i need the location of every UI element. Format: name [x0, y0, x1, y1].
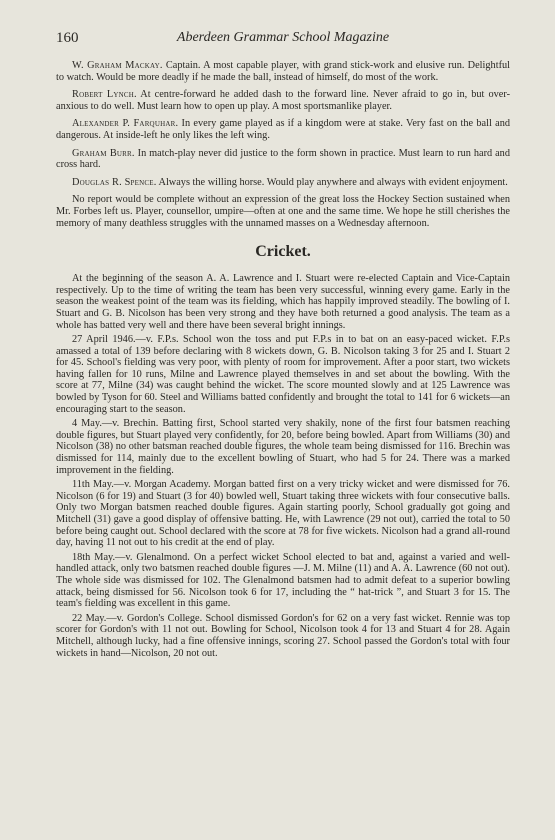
hockey-player-notes — [56, 60, 510, 229]
player-note — [56, 60, 510, 83]
player-note — [56, 177, 510, 189]
player-name: Alexander P. Farquhar. — [72, 118, 179, 130]
player-description: In every game played as if a kingdom were at stake. Very fast on the ball and dangerous. At inside-left he only likes the left wing. — [56, 118, 510, 141]
player-description: Always the willing horse. Would play anywhere and always with evident enjoyment. — [156, 176, 508, 188]
match-report: 4 May.—v. Brechin. Batting first, School started very shakily, none of the first four batsmen reaching double figures, but Stuart played very confidently, for 20, before being bowled. Apart from Williams (30) and Nicolson (38) no other batsman reached double figures, the whole team being dismissed for 116. Brechin was dismissed for 114, mainly due to the excellent bowling of Stuart, who had 5 for 24. There was a marked improvement in the fielding. — [56, 418, 510, 476]
player-description: Captain. A most capable player, with grand stick-work and elusive run. Delightful to watch. Would be more deadly if he made the ball, instead of himself, do most of the work. — [56, 60, 511, 83]
player-note — [56, 118, 510, 141]
page-header — [56, 30, 510, 52]
player-name: W. Graham Mackay. — [72, 60, 163, 71]
running-title: Aberdeen Grammar School Magazine — [176, 30, 390, 45]
player-description: In match-play never did justice to the form shown in practice. Must learn to run hard and cross hard. — [56, 147, 510, 171]
player-note — [56, 89, 510, 112]
player-name: Douglas R. Spence. — [72, 176, 157, 188]
hockey-closing-paragraph: No report would be complete without an expression of the great loss the Hockey Section sustained when Mr. Forbes left us. Player, counsellor, umpire—often at one and the same time. We hope he still cherishes the memory of many deathless struggles with the unnamed masses on a Wednesday afternoon. — [56, 194, 510, 229]
player-name: Robert Lynch. — [72, 89, 137, 101]
match-report: 22 May.—v. Gordon's College. School dismissed Gordon's for 62 on a very fast wicket. Rennie was top scorer for Gordon's with 11 not out. Bowling for School, Nicolson took 4 for 13 and Stuart 4 for 28. Again Mitchell, although lucky, had a fine offensive innings, scoring 27. School passed the Gordon's total with four wickets in hand—Nicolson, 20 not out. — [56, 612, 510, 659]
cricket-report — [56, 273, 510, 659]
player-note — [56, 148, 510, 171]
match-report: 18th May.—v. Glenalmond. On a perfect wicket School elected to bat and, against a varied and well-handled attack, only two batsmen reached double figures —J. M. Milne (11) and A. A. Lawrence (60 not out). The whole side was dismissed for 102. The Glenalmond batsmen had to admit defeat to a superior bowling attack, being dismissed for 56. Nicolson took 6 for 17, including the “ hat-trick ”, and Stuart 3 for 15. The team's fielding was excellent in this game. — [56, 551, 510, 610]
cricket-intro-paragraph: At the beginning of the season A. A. Lawrence and I. Stuart were re-elected Captain and Vice-Captain respectively. Up to the time of writing the team has been very successful, winning every game. Early in the season the weakest point of the team was its fielding, which has happily improved steadily. The bowling of I. Stuart and G. B. Nicolson has been very strong and they have both returned a good analysis. The team as a whole has batted very well and there have been several bright innings. — [56, 273, 510, 331]
match-report: 27 April 1946.—v. F.P.s. School won the toss and put F.P.s in to bat on an easy-paced wicket. F.P.s amassed a total of 139 before declaring with 8 wickets down, G. B. Nicolson taking 3 for 25 and I. Stuart 2 for 45. School's fielding was very poor, with plenty of room for improvement. After a poor start, two wickets having fallen for 10 runs, Milne and Lawrence played themselves in and set about the bowling. With the score at 77, Milne (34) was caught behind the wicket. The score mounted slowly and at 125 Lawrence was bowled by Tyson for 60. Steel and Williams batted confidently and brought the total to 141 for 6 wickets—an encouraging start to the season. — [56, 334, 510, 415]
section-heading-cricket: Cricket. — [255, 243, 311, 261]
page-number: 160 — [56, 30, 79, 46]
player-description: At centre-forward he added dash to the forward line. Never afraid to go in, but over-anxious to do well. Must learn how to open up play. A most sportsmanlike player. — [56, 89, 511, 112]
match-report: 11th May.—v. Morgan Academy. Morgan batted first on a very tricky wicket and were dismissed for 76. Nicolson (6 for 19) and Stuart (3 for 40) bowled well, Stuart taking three wickets with four consecutive balls. Only two Morgan batsmen reached double figures. Again starting poorly, School gradually got going and Mitchell (31) gave a good display of offensive batting. He, with Lawrence (29 not out), carried the total to 50 before being caught out. School declared with the score at 78 for five wickets. Nicolson had a grand all-round day, having 11 not out to his credit at the end of play. — [56, 479, 510, 549]
player-name: Graham Burr. — [72, 147, 135, 159]
